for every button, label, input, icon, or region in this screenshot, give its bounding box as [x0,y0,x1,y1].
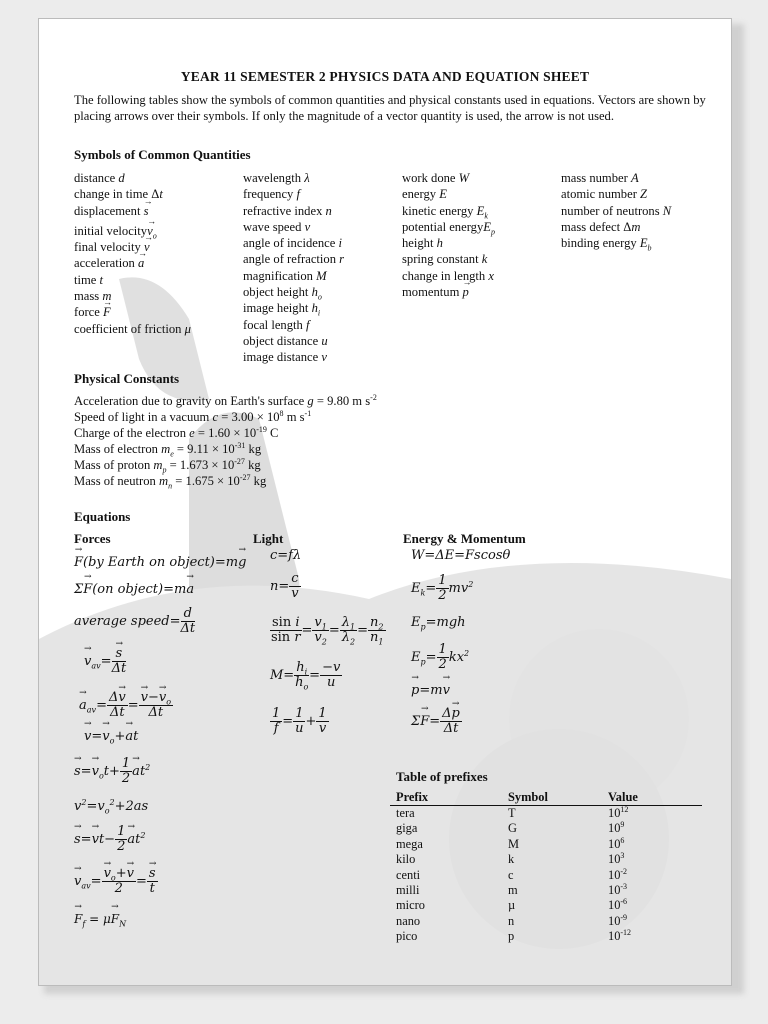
prefix-symbol: c [508,867,514,882]
symbol-binding-energy: binding energy $E_b$ [561,236,652,253]
symbol-distance: distance d [74,171,125,185]
symbol-displacement: displacement → s [74,203,191,219]
symbol-object-height: object height $h_o$ [243,285,322,302]
prefix-value: $10^3$ [608,851,625,867]
table-row [390,914,702,929]
symbol-mass-defect: mass defect Δm [561,219,641,234]
symbol-magnification: magnification M [243,268,327,283]
constant-proton-mass: Mass of proton $m_p = 1.673 \times 10^{-27}$ kg [74,457,261,475]
eq-impulse: Σ→ F= $\frac{\Delta\to p}{\Delta t}$ [411,707,462,736]
constant-gravity: Acceleration due to gravity on Earth's surface g = 9.80 m $s^{-2}$ [74,393,377,408]
prefix-symbol: k [508,852,515,867]
equations-heading: Equations [74,509,131,524]
table-row [390,898,702,913]
symbol-acceleration: acceleration → a [74,255,191,271]
symbol-angle-of-incidence: angle of incidence i [243,236,342,251]
symbol-angle-of-refraction: angle of refraction r [243,252,345,267]
prefix-symbol: n [508,913,515,928]
prefix-symbol: p [508,929,515,944]
prefix-symbol: µ [508,898,516,913]
prefix-name: nano [396,913,421,928]
table-row [390,837,702,852]
symbol-force: force → F [74,304,191,320]
prefix-name: centi [396,867,421,882]
eq-work: W=ΔE=Fscosθ [411,548,511,563]
prefix-symbol: M [508,836,520,851]
symbol-refractive-index: refractive index n [243,203,332,218]
symbol-kinetic-energy: kinetic energy $E_k$ [402,203,488,221]
symbols-heading: Symbols of Common Quantities [74,147,251,162]
prefix-symbol: m [508,883,518,898]
symbol-atomic-number: atomic number Z [561,187,648,202]
eq-kinetic-energy: $E_k=$ $\frac{1}{2}$ $mv^2$ [411,573,474,603]
constant-speed-of-light: Speed of light in a vacuum $c = 3.00 \times 10^8$ m $s^{-1}$ [74,409,312,424]
eq-momentum: → p=m→ v [411,683,450,698]
symbol-height: height h [402,236,443,251]
prefix-value: $10^9$ [608,820,625,836]
eq-displacement-initial: → $s=\to v_ot+$ $\frac{1}{2}$ → $at^2$ [74,757,150,786]
eq-refractive-index: n= $\frac{c}{v}$ [270,571,299,601]
symbols-column-1 [74,170,191,337]
symbol-final-velocity: final velocity → v [74,239,191,255]
symbol-image-height: image height $h_i$ [243,301,321,318]
prefix-name: micro [396,898,425,913]
prefix-value: $10^{12}$ [608,805,629,820]
symbol-object-distance: object distance u [243,333,328,348]
eq-lens: $\frac{1}{f}$ = $\frac{1}{u}$ + $\frac{1}{v}$ [272,706,327,736]
prefix-name: tera [396,806,415,820]
eq-velocity-time: → $v=\to v_o+\to$ at [84,729,138,744]
constant-neutron-mass: Mass of neutron $m_n = 1.675 \times 10^{-27}$ kg [74,473,267,491]
table-row [390,806,702,822]
symbol-wavelength: wavelength λ [243,171,310,185]
eq-velocity-squared: $v^2=v_o^2+2as$ [74,798,149,816]
prefix-value: $10^{-9}$ [608,912,628,928]
table-row [390,821,702,836]
symbol-change-in-length: change in length x [402,268,494,283]
prefix-name: giga [396,821,418,836]
prefix-name: milli [396,883,420,898]
sheet-title: YEAR 11 SEMESTER 2 PHYSICS DATA AND EQUATION SHEET [180,69,590,84]
symbols-column-3 [402,170,495,300]
symbol-frequency: frequency f [243,187,301,202]
header-prefix: Prefix [390,790,502,806]
symbol-focal-length: focal length f [243,317,310,332]
symbol-mass: mass m [74,289,112,304]
light-heading: Light [253,531,284,546]
prefix-value: $10^{-12}$ [608,928,632,944]
table-row [390,883,702,898]
symbol-spring-constant: spring constant k [402,252,488,267]
prefix-symbol: T [508,806,516,820]
prefix-name: kilo [396,852,416,867]
symbol-change-in-time: change in time Δt [74,187,163,202]
intro-paragraph: The following tables show the symbols of common quantities and physical constants used in equations. Vectors are shown by placing arrows over their symbols. If only the magnitude of a vector quantity is used, the arrow is not used. [74,93,706,123]
prefix-table-title: Table of prefixes [396,769,488,784]
constants-list [74,393,377,489]
eq-magnification: M= $\frac{h_i}{h_o}$ = $\frac{-v}{u}$ [270,660,341,692]
prefix-table [390,790,702,945]
symbol-time: time t [74,272,104,287]
table-row [390,929,702,944]
eq-average-speed: average speed= $\frac{d}{\Delta t}$ [74,606,196,636]
prefix-table-header [390,790,702,806]
eq-snells-law: $\frac{\text{sin i}}{\text{sin r}}$ = $\frac{v_1}{v_2}$ = $\frac{\lambda_1}{\lambda_2}$ = $\frac{n_2}{n_1}$ [270,615,384,647]
eq-average-velocity-2: → $v_{av}=$ → $\frac{v_o+\to v}{2}$ = → $\frac{s}{t}$ [74,867,158,896]
eq-net-force: Σ→ F(on object)=m→ a [74,582,194,597]
header-value: Value [602,790,702,806]
eq-spring-potential: $E_p=$ $\frac{1}{2}$ $kx^2$ [411,642,470,672]
prefix-value: $10^{-3}$ [608,882,628,898]
eq-gravitational-potential: $E_p=mgh$ [411,615,466,632]
symbol-momentum: momentum → p [402,284,495,300]
energy-momentum-heading: Energy & Momentum [403,531,526,546]
prefix-name: mega [396,836,423,851]
table-row [390,852,702,867]
symbol-image-distance: image distance v [243,350,327,365]
eq-average-velocity: → $v_{av}=$ → $\frac{s}{\Delta t}$ [84,647,126,676]
symbol-potential-energy: potential energyE$_p$ [402,219,495,237]
prefix-symbol: G [508,821,517,836]
constant-electron-charge: Charge of the electron $e = 1.60 \times 10^{-19}$ C [74,425,279,440]
table-row [390,868,702,883]
eq-weight: → F(by Earth on object)=m→ g [74,555,246,570]
eq-friction: → $F_f = \mu\to F_N$ [74,912,126,926]
symbol-energy: energy E [402,187,447,202]
prefix-value: $10^{-2}$ [608,866,628,882]
forces-heading: Forces [74,531,111,546]
eq-displacement-final: → s=→ vt− $\frac{1}{2}$ → $at^2$ [74,825,145,854]
prefix-name: pico [396,929,418,944]
constants-heading: Physical Constants [74,371,180,386]
eq-wave: c=fλ [270,548,302,563]
prefix-value: $10^{-6}$ [608,897,628,913]
prefix-value: $10^6$ [608,835,625,851]
symbol-work-done: work done W [402,171,470,185]
symbols-column-4 [561,170,671,251]
prefix-table-body [390,806,702,945]
symbol-mass-number: mass number A [561,171,639,185]
symbol-wave-speed: wave speed v [243,219,311,234]
symbol-initial-velocity: initial velocity→ $v_o$ [74,223,191,239]
constant-electron-mass: Mass of electron $m_e = 9.11 \times 10^{-31}$ kg [74,441,262,459]
symbol-number-of-neutrons: number of neutrons N [561,203,672,218]
header-symbol: Symbol [502,790,602,806]
eq-average-acceleration: → $a_{av}=$ $\frac{\Delta\to v}{\Delta t}$ = → $\frac{v-\to v_o}{\Delta t}$ [79,691,173,720]
document-page [38,18,732,986]
symbol-coefficient-of-friction: coefficient of friction μ [74,321,191,336]
symbols-column-2 [243,170,344,366]
